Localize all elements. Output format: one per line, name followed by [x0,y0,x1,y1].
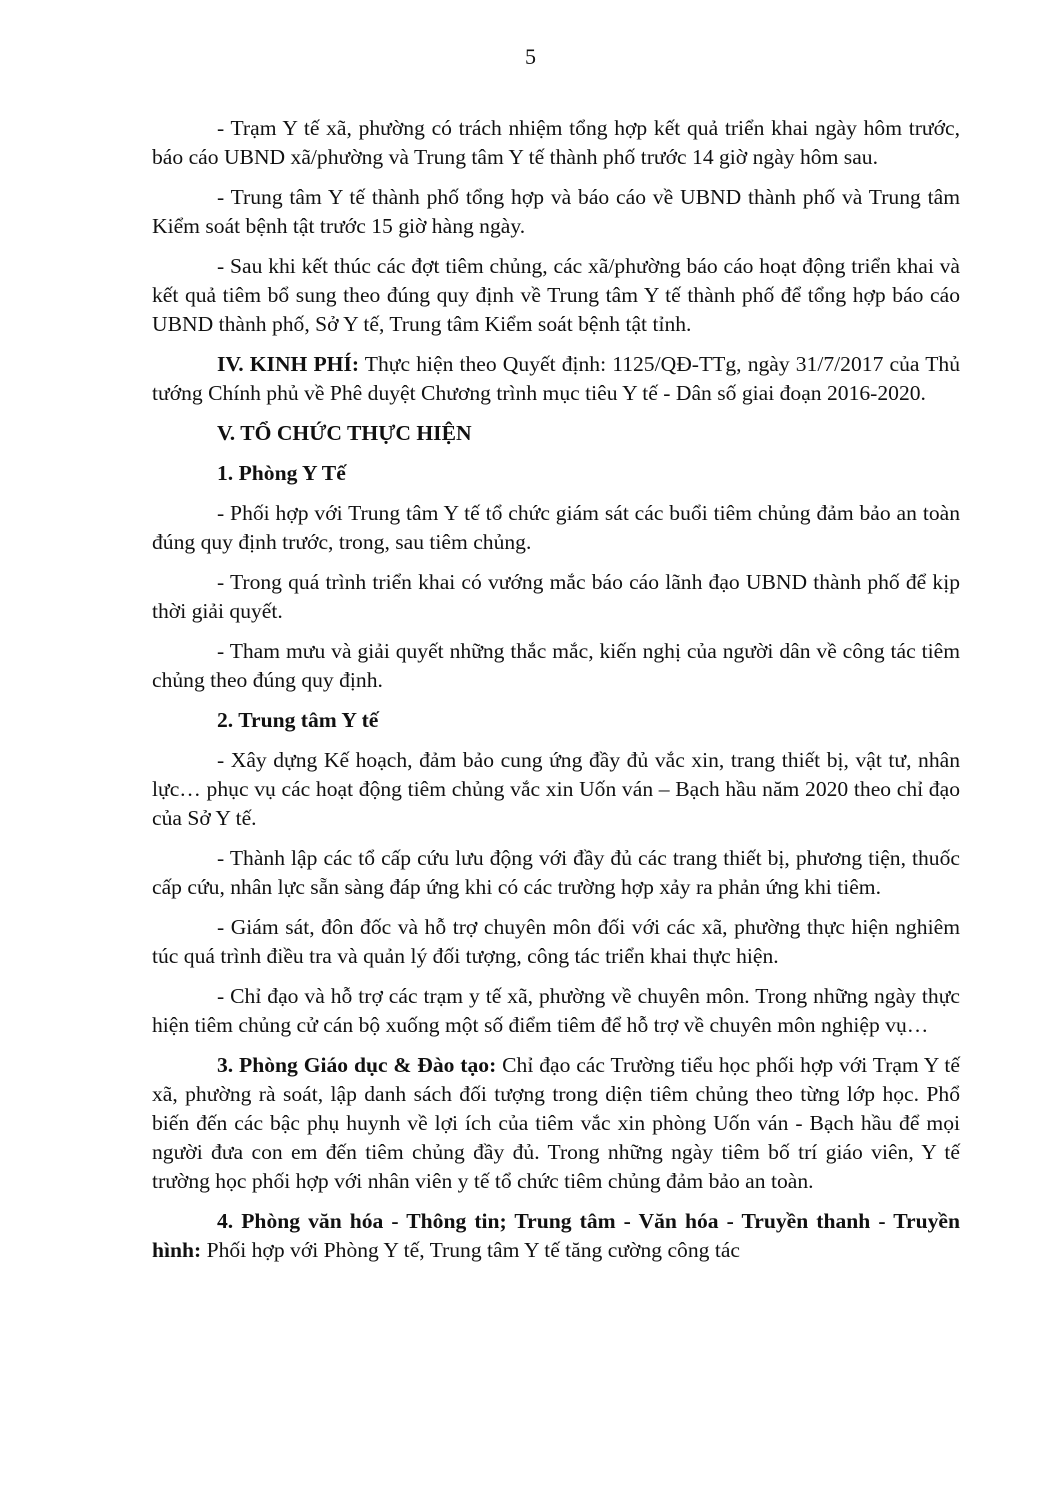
subsection-education-label: 3. Phòng Giáo dục & Đào tạo: [217,1053,497,1077]
health-center-item: - Chỉ đạo và hỗ trợ các trạm y tế xã, phường về chuyên môn. Trong những ngày thực hiện tiêm chủng cử cán bộ xuống một số điểm tiêm để hỗ trợ về chuyên môn nghiệp vụ… [152,984,960,1037]
paragraph-report-station: - Trạm Y tế xã, phường có trách nhiệm tổng hợp kết quả triển khai ngày hôm trước, báo cáo UBND xã/phường và Trung tâm Y tế thành phố trước 14 giờ ngày hôm sau. [152,116,960,169]
subsection-health-center-heading: 2. Trung tâm Y tế [217,708,379,732]
section-funding-text: Thực hiện theo Quyết định: 1125/QĐ-TTg, ngày 31/7/2017 của Thủ tướng Chính phủ về Phê duyệt Chương trình mục tiêu Y tế - Dân số giai đoạn 2016-2020. [152,352,960,405]
section-implementation-heading: V. TỔ CHỨC THỰC HIỆN [217,421,472,445]
health-center-item: - Xây dựng Kế hoạch, đảm bảo cung ứng đầy đủ vắc xin, trang thiết bị, vật tư, nhân lực… phục vụ các hoạt động tiêm chủng vắc xin Uốn ván – Bạch hầu năm 2020 theo chỉ đạo của Sở Y tế. [152,748,960,830]
health-center-item: - Thành lập các tổ cấp cứu lưu động với đầy đủ các trang thiết bị, phương tiện, thuốc cấp cứu, nhân lực sẵn sàng đáp ứng khi có các trường hợp xảy ra phản ứng khi tiêm. [152,846,960,899]
health-office-item: - Tham mưu và giải quyết những thắc mắc, kiến nghị của người dân về công tác tiêm chủng theo đúng quy định. [152,639,960,692]
subsection-culture-label: 4. Phòng văn hóa - Thông tin; Trung tâm - Văn hóa - Truyền thanh - Truyền hình: [152,1209,960,1262]
section-funding-label: IV. KINH PHÍ: [217,352,360,376]
subsection-education-text: Chỉ đạo các Trường tiểu học phối hợp với Trạm Y tế xã, phường rà soát, lập danh sách đối tượng trong diện tiêm chủng theo từng lớp học. Phổ biến đến các bậc phụ huynh về lợi ích của tiêm vắc xin phòng Uốn ván - Bạch hầu để mọi người đưa con em đến tiêm chủng đầy đủ. Trong những ngày tiêm bố trí giáo viên, Y tế trường học phối hợp với nhân viên y tế tổ chức tiêm chủng đảm bảo an toàn. [152,1053,960,1193]
page-number: 5 [525,44,536,69]
health-center-item: - Giám sát, đôn đốc và hỗ trợ chuyên môn đối với các xã, phường thực hiện nghiêm túc quá trình điều tra và quản lý đối tượng, công tác triển khai thực hiện. [152,915,960,968]
health-office-item: - Phối hợp với Trung tâm Y tế tổ chức giám sát các buổi tiêm chủng đảm bảo an toàn đúng quy định trước, trong, sau tiêm chủng. [152,501,960,554]
subsection-culture-text: Phối hợp với Phòng Y tế, Trung tâm Y tế tăng cường công tác [201,1238,740,1262]
paragraph-report-center: - Trung tâm Y tế thành phố tổng hợp và báo cáo về UBND thành phố và Trung tâm Kiểm soát bệnh tật trước 15 giờ hàng ngày. [152,185,960,238]
section-funding [152,350,960,408]
subsection-education [152,1051,960,1196]
subsection-health-office-heading: 1. Phòng Y Tế [217,461,346,485]
subsection-culture [152,1207,960,1265]
health-office-item: - Trong quá trình triển khai có vướng mắc báo cáo lãnh đạo UBND thành phố để kịp thời giải quyết. [152,570,960,623]
paragraph-report-after: - Sau khi kết thúc các đợt tiêm chủng, các xã/phường báo cáo hoạt động triển khai và kết quả tiêm bổ sung theo đúng quy định về Trung tâm Y tế thành phố để tổng hợp báo cáo UBND thành phố, Sở Y tế, Trung tâm Kiểm soát bệnh tật tỉnh. [152,254,960,336]
document-body [152,114,960,1276]
